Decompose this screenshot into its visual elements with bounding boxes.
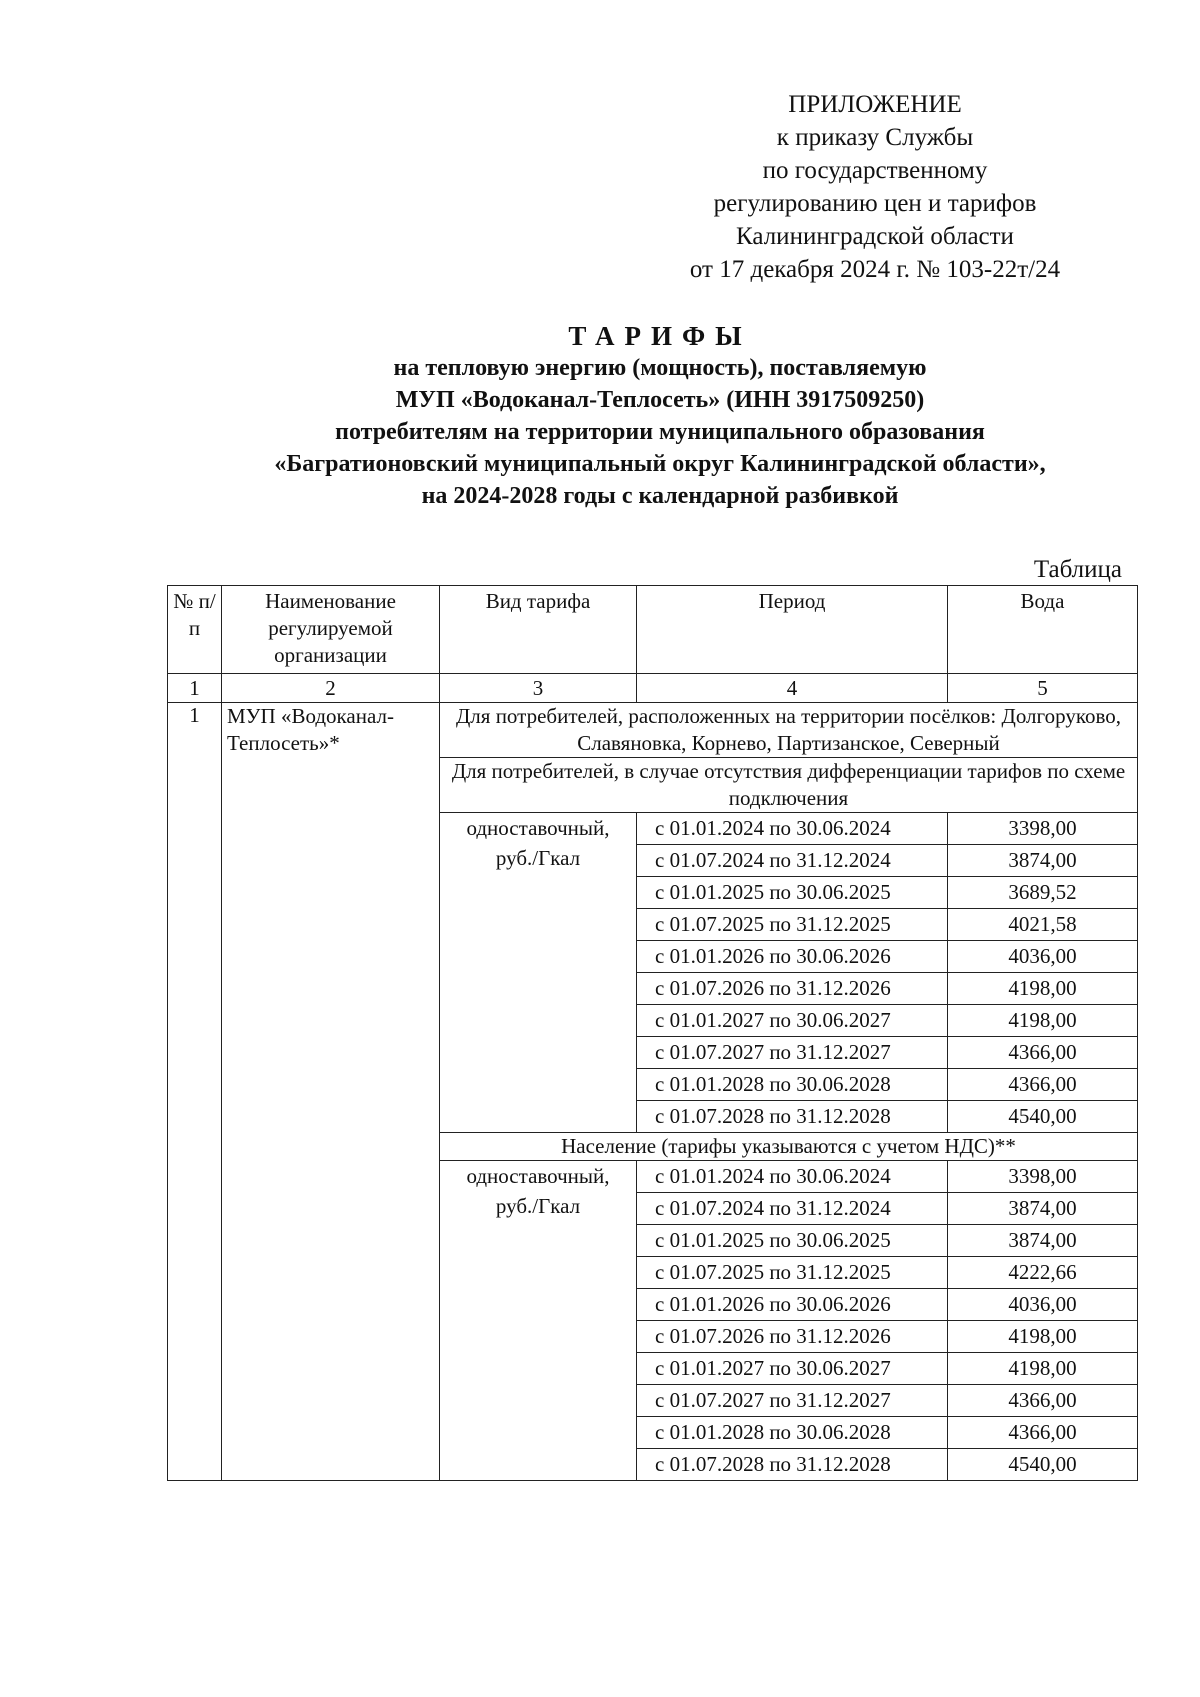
- column-number: 5: [948, 674, 1138, 703]
- row-number: 1: [168, 703, 222, 1481]
- heading-line: потребителям на территории муниципального образования: [335, 419, 985, 445]
- appendix-line: регулированию цен и тарифов: [713, 190, 1037, 217]
- header-org: Наименование регулируемой организации: [222, 586, 440, 674]
- tariff-value: 4366,00: [948, 1037, 1138, 1069]
- tariff-kind: [440, 1161, 637, 1481]
- tariff-value: 4198,00: [948, 1353, 1138, 1385]
- tariff-period: с 01.07.2025 по 31.12.2025: [637, 1257, 948, 1289]
- column-number: 4: [637, 674, 948, 703]
- tariff-value: 3874,00: [948, 845, 1138, 877]
- tariff-value: 4222,66: [948, 1257, 1138, 1289]
- tariff-value: 4021,58: [948, 909, 1138, 941]
- header-water: Вода: [948, 586, 1138, 674]
- tariff-period: с 01.07.2027 по 31.12.2027: [637, 1037, 948, 1069]
- organization-name: МУП «Водоканал-Теплосеть»*: [222, 703, 440, 1481]
- tariff-period: с 01.07.2024 по 31.12.2024: [637, 1193, 948, 1225]
- tariff-kind-type: одноставочный,: [466, 1164, 610, 1188]
- tariff-value: 4366,00: [948, 1417, 1138, 1449]
- appendix-title: ПРИЛОЖЕНИЕ: [788, 91, 962, 118]
- heading-line: на 2024-2028 годы с календарной разбивкой: [421, 483, 899, 509]
- tariff-period: с 01.07.2028 по 31.12.2028: [637, 1101, 948, 1133]
- tariff-period: с 01.07.2024 по 31.12.2024: [637, 845, 948, 877]
- tariff-period: с 01.01.2024 по 30.06.2024: [637, 1161, 948, 1193]
- tariff-period: с 01.01.2025 по 30.06.2025: [637, 877, 948, 909]
- territory-description: Для потребителей, расположенных на территории посёлков: Долгоруково, Славяновка, Корнево, Партизанское, Северный: [440, 703, 1138, 758]
- tariff-value: 3874,00: [948, 1225, 1138, 1257]
- tariff-period: с 01.01.2027 по 30.06.2027: [637, 1005, 948, 1037]
- heading-line: на тепловую энергию (мощность), поставляемую: [393, 355, 927, 381]
- tariffs-table: [167, 585, 1138, 1481]
- appendix-block: [640, 88, 1110, 286]
- tariff-period: с 01.01.2028 по 30.06.2028: [637, 1417, 948, 1449]
- tariff-value: 4366,00: [948, 1069, 1138, 1101]
- appendix-line: по государственному: [762, 157, 988, 184]
- tariff-value: 4198,00: [948, 1005, 1138, 1037]
- appendix-order-date: от 17 декабря 2024 г. № 103-22т/24: [689, 256, 1061, 283]
- tariff-period: с 01.07.2026 по 31.12.2026: [637, 973, 948, 1005]
- column-number: 2: [222, 674, 440, 703]
- tariff-kind-type: одноставочный,: [466, 816, 610, 840]
- tariff-value: 4198,00: [948, 973, 1138, 1005]
- tariff-value: 3874,00: [948, 1193, 1138, 1225]
- tariff-period: с 01.07.2026 по 31.12.2026: [637, 1321, 948, 1353]
- document-title: ТАРИФЫ: [568, 321, 752, 351]
- heading-line: МУП «Водоканал-Теплосеть» (ИНН 3917509250): [395, 387, 925, 413]
- column-number: 1: [168, 674, 222, 703]
- tariff-value: 3398,00: [948, 813, 1138, 845]
- tariff-period: с 01.01.2028 по 30.06.2028: [637, 1069, 948, 1101]
- tariff-group-title: Население (тарифы указываются с учетом НДС)**: [440, 1133, 1138, 1161]
- tariff-value: 4036,00: [948, 941, 1138, 973]
- tariff-period: с 01.07.2027 по 31.12.2027: [637, 1385, 948, 1417]
- appendix-line: Калининградской области: [736, 223, 1014, 250]
- tariff-value: 4036,00: [948, 1289, 1138, 1321]
- tariff-kind-unit: руб./Гкал: [495, 1194, 581, 1218]
- tariff-period: с 01.01.2026 по 30.06.2026: [637, 1289, 948, 1321]
- tariff-kind-unit: руб./Гкал: [495, 846, 581, 870]
- tariff-value: 4198,00: [948, 1321, 1138, 1353]
- tariff-period: с 01.07.2025 по 31.12.2025: [637, 909, 948, 941]
- header-num: № п/п: [168, 586, 222, 674]
- table-caption: Таблица: [1033, 556, 1122, 583]
- tariff-period: с 01.07.2028 по 31.12.2028: [637, 1449, 948, 1481]
- tariff-kind: [440, 813, 637, 1133]
- tariff-period: с 01.01.2026 по 30.06.2026: [637, 941, 948, 973]
- header-period: Период: [637, 586, 948, 674]
- tariff-value: 3689,52: [948, 877, 1138, 909]
- tariff-period: с 01.01.2025 по 30.06.2025: [637, 1225, 948, 1257]
- appendix-line: к приказу Службы: [776, 124, 974, 151]
- document-heading: [130, 320, 1190, 512]
- tariff-period: с 01.01.2027 по 30.06.2027: [637, 1353, 948, 1385]
- column-number: 3: [440, 674, 637, 703]
- tariff-value: 4540,00: [948, 1449, 1138, 1481]
- header-kind: Вид тарифа: [440, 586, 637, 674]
- tariff-value: 3398,00: [948, 1161, 1138, 1193]
- tariff-value: 4540,00: [948, 1101, 1138, 1133]
- tariff-group-title: Для потребителей, в случае отсутствия дифференциации тарифов по схеме подключения: [440, 758, 1138, 813]
- tariff-value: 4366,00: [948, 1385, 1138, 1417]
- heading-line: «Багратионовский муниципальный округ Калининградской области»,: [274, 451, 1046, 477]
- tariff-period: с 01.01.2024 по 30.06.2024: [637, 813, 948, 845]
